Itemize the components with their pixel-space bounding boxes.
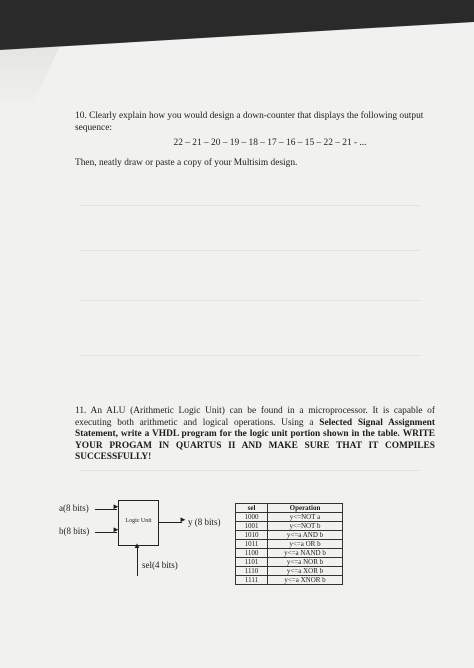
table-row [236, 531, 343, 540]
sel-cell: 1011 [236, 540, 268, 549]
operation-cell: y<=a NOR b [268, 558, 343, 567]
question-11-intro: An ALU (Arithmetic Logic Unit) can be found in a microprocessor. It is capable of executing both arithmetic and logical operations. Using a [75, 406, 435, 428]
operation-table [235, 503, 343, 585]
operation-cell: y<=NOT a [268, 513, 343, 522]
arrow-right-icon: ► [112, 525, 120, 534]
question-10-followup: Then, neatly draw or paste a copy of your Multisim design. [75, 157, 298, 168]
operation-cell: y<=a XNOR b [268, 576, 343, 585]
table-row [236, 576, 343, 585]
input-a-label: a(8 bits) [59, 503, 89, 513]
table-header-sel: sel [236, 504, 268, 513]
operation-cell: y<=a AND b [268, 531, 343, 540]
question-11-bold-instruction: Selected Signal Assignment Statement, write a VHDL program for the logic unit portion shown in the table. [75, 417, 435, 439]
table-row [236, 540, 343, 549]
select-line [137, 546, 138, 576]
table-row [236, 513, 343, 522]
arrow-up-icon: ▲ [133, 541, 141, 550]
operation-cell: y<=a NAND b [268, 549, 343, 558]
table-header-row [236, 504, 343, 513]
table-row [236, 522, 343, 531]
question-10-text: Clearly explain how you would design a down-counter that displays the following output sequence: [75, 111, 424, 133]
logic-unit-diagram [55, 500, 235, 590]
question-11-caps-instruction: WRITE YOUR PROGAM IN QUARTUS II AND MAKE SURE THAT IT COMPILES SUCCESSFULLY! [75, 429, 436, 462]
question-11-number: 11. [75, 406, 87, 416]
input-b-label: b(8 bits) [59, 526, 90, 536]
question-10 [75, 111, 435, 169]
select-label: sel(4 bits) [142, 560, 178, 570]
sel-cell: 1001 [236, 522, 268, 531]
sel-cell: 1111 [236, 576, 268, 585]
arrow-right-icon: ► [179, 515, 187, 524]
output-y-label: y (8 bits) [188, 517, 221, 527]
table-header-operation: Operation [268, 504, 343, 513]
sel-cell: 1010 [236, 531, 268, 540]
sel-cell: 1110 [236, 567, 268, 576]
table-row [236, 549, 343, 558]
question-11 [75, 406, 435, 464]
arrow-right-icon: ► [112, 502, 120, 511]
question-10-number: 10. [75, 111, 87, 121]
bleed-through-line [80, 250, 420, 251]
bleed-through-line [80, 470, 420, 471]
table-row [236, 558, 343, 567]
output-sequence: 22 – 21 – 20 – 19 – 18 – 17 – 16 – 15 – 22 – 21 - ... [173, 138, 367, 148]
operation-cell: y<=a XOR b [268, 567, 343, 576]
sel-cell: 1000 [236, 513, 268, 522]
bleed-through-line [80, 300, 420, 301]
bleed-through-line [80, 205, 420, 206]
logic-unit-label: Logic Unit [125, 518, 152, 524]
operation-cell: y<=a OR b [268, 540, 343, 549]
bleed-through-line [80, 355, 420, 356]
sel-cell: 1101 [236, 558, 268, 567]
operation-cell: y<=NOT b [268, 522, 343, 531]
table-row [236, 567, 343, 576]
sel-cell: 1100 [236, 549, 268, 558]
